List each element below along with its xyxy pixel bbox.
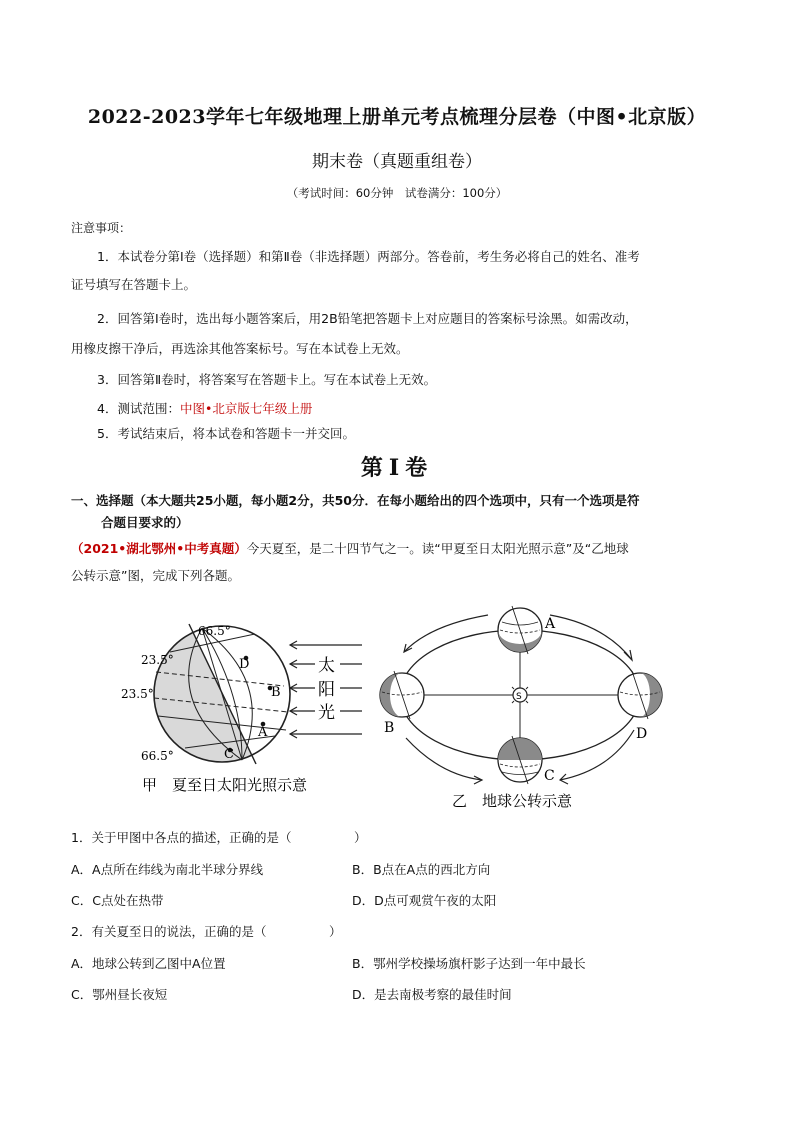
- earth-a: [498, 606, 542, 654]
- question-intro: [71, 535, 731, 589]
- page-title: 2022-2023学年七年级地理上册单元考点梳理分层卷（中图•北京版）: [87, 106, 707, 128]
- sun-char-2: 阳: [318, 680, 335, 700]
- position-d-label: D: [636, 726, 648, 742]
- intro-text-2: 公转示意”图，完成下列各题。: [71, 568, 240, 583]
- point-b-label: B: [271, 685, 281, 700]
- figure-a-caption: 甲 夏至日太阳光照示意: [142, 776, 308, 794]
- note-4-label: 4．测试范围：: [97, 401, 180, 416]
- note-1-text: 1．本试卷分第Ⅰ卷（选择题）和第Ⅱ卷（非选择题）两部分。答卷前，考生务必将自己的姓名、准考: [97, 249, 640, 264]
- exam-meta: （考试时间：60分钟 试卷满分：100分）: [286, 186, 508, 200]
- question-2-option-d[interactable]: D．是去南极考察的最佳时间: [352, 987, 512, 1002]
- section-heading: [71, 490, 731, 534]
- note-2-cont: 用橡皮擦干净后，再选涂其他答案标号。写在本试卷上无效。: [71, 341, 409, 356]
- question-1-option-b[interactable]: B．B点在A点的西北方向: [352, 862, 491, 877]
- note-2: [71, 302, 726, 336]
- position-c-label: C: [544, 768, 555, 784]
- earth-c: [498, 736, 542, 784]
- lat-label-66-n: 66.5°: [198, 624, 231, 638]
- question-1-option-d[interactable]: D．D点可观赏午夜的太阳: [352, 893, 497, 908]
- position-b-label: B: [384, 720, 395, 736]
- lat-label-23-s: 23.5°: [121, 687, 154, 701]
- question-1-stem: 1．关于甲图中各点的描述，正确的是（ ）: [71, 830, 367, 845]
- sun-char-3: 光: [318, 703, 335, 723]
- note-5-text: 5．考试结束后，将本试卷和答题卡一并交回。: [97, 426, 355, 441]
- sun-label: S: [516, 692, 522, 702]
- position-a-label: A: [545, 616, 556, 632]
- note-5: [71, 417, 726, 451]
- sun-char-1: 太: [318, 656, 335, 676]
- question-2-option-c[interactable]: C．鄂州昼长夜短: [71, 987, 168, 1002]
- figure-b-caption: 乙 地球公转示意: [452, 792, 573, 810]
- question-2-option-b[interactable]: B．鄂州学校操场旗杆影子达到一年中最长: [352, 956, 586, 971]
- question-source: （2021•湖北鄂州•中考真题）: [71, 541, 247, 556]
- part-title: 第Ⅰ卷: [360, 455, 434, 481]
- figure-summer-solstice: [110, 612, 370, 800]
- section-line-1: 一、选择题（本大题共25小题，每小题2分，共50分．在每小题给出的四个选项中，只有一个选项是符: [71, 493, 640, 508]
- point-a-label: A: [258, 725, 268, 740]
- section-line-2: 合题目要求的）: [101, 515, 189, 530]
- note-4-scope: 中图•北京版七年级上册: [179, 401, 313, 416]
- note-1-cont: 证号填写在答题卡上。: [71, 277, 197, 292]
- question-1-option-c[interactable]: C．C点处在热带: [71, 893, 164, 908]
- intro-text-1: 今天夏至，是二十四节气之一。读“甲夏至日太阳光照示意”及“乙地球: [246, 541, 629, 556]
- lat-label-66-s: 66.5°: [141, 749, 174, 763]
- question-2-option-a[interactable]: A．地球公转到乙图中A位置: [71, 956, 226, 971]
- page-subtitle: 期末卷（真题重组卷）: [312, 152, 482, 172]
- earth-b: [380, 671, 424, 719]
- note-3-text: 3．回答第Ⅱ卷时，将答案写在答题卡上。写在本试卷上无效。: [97, 372, 437, 387]
- earth-d: [618, 671, 662, 719]
- note-2-text: 2．回答第Ⅰ卷时，选出每小题答案后，用2B铅笔把答题卡上对应题目的答案标号涂黑。如需改动，: [97, 311, 638, 326]
- figure-earth-revolution: [370, 600, 680, 815]
- point-c-label: C: [224, 747, 234, 762]
- question-2-stem: 2．有关夏至日的说法，正确的是（ ）: [71, 924, 342, 939]
- question-1-option-a[interactable]: A．A点所在纬线为南北半球分界线: [71, 862, 264, 877]
- lat-label-23-n: 23.5°: [141, 653, 174, 667]
- point-d-label: D: [239, 657, 250, 672]
- notes-heading: 注意事项：: [71, 221, 132, 235]
